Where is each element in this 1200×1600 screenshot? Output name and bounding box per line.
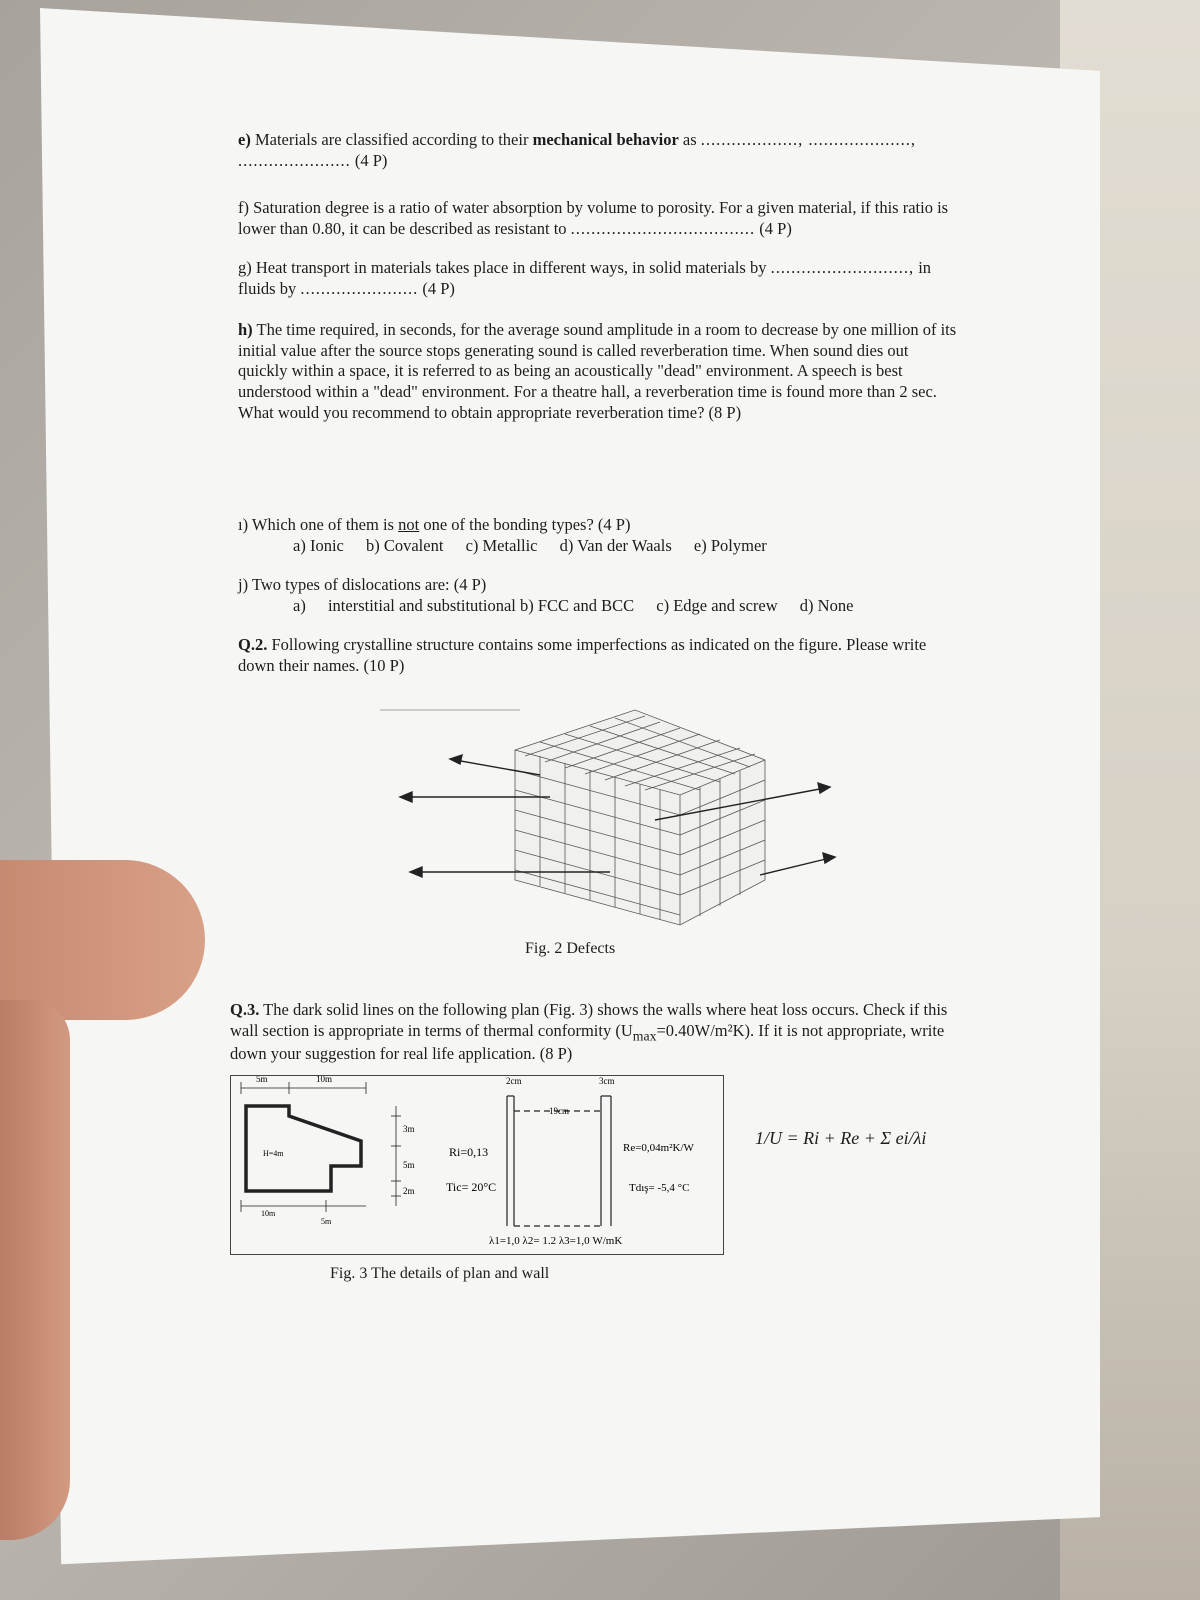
u-value-formula: 1/U = Ri + Re + Σ ei/λi	[755, 1128, 927, 1148]
question-g	[238, 258, 958, 299]
plan-wall-drawing	[231, 1076, 723, 1254]
question-text: Which one of them is	[251, 515, 394, 534]
dim-label: 5m	[321, 1217, 332, 1226]
dim-label: 10m	[261, 1209, 276, 1218]
option: e) Polymer	[693, 535, 767, 555]
question-text: The time required, in seconds, for the average sound amplitude in a room to decrease by one million of its initial value after the source stops generating sound is called reverberation time. When sound dies out quickly within a space, it is referred to as being an acoustically "dead" environment. A speech is best understood within a "dead" environment. For a theatre hall, a reverberation time is found more than 2 sec. What would you recommend to obtain appropriate reverberation time? (8 P)	[238, 320, 957, 422]
question-h	[238, 320, 958, 423]
inner-temperature: Tic= 20°C	[446, 1180, 497, 1194]
crystal-lattice-figure	[380, 690, 840, 940]
wall-thickness-label: 2cm	[506, 1076, 522, 1086]
points: (4 P)	[354, 150, 388, 170]
question-text: Heat transport in materials takes place in different ways, in solid materials by	[255, 258, 767, 277]
inner-resistance: Ri=0,13	[449, 1145, 489, 1159]
outer-temperature: Tdış= -5,4 °C	[629, 1182, 690, 1194]
points: (4 P)	[759, 218, 792, 238]
question-text: in fluids by	[238, 258, 932, 298]
answer-blank: ...........................,	[770, 258, 915, 277]
question-label: Q.2.	[238, 635, 268, 654]
question-label: h)	[238, 320, 253, 339]
thumb	[0, 860, 205, 1020]
question-text: =0.40W/m²K). If it is not appropriate, write down your suggestion for real life application. (8 P)	[230, 1020, 945, 1064]
height-label: H=4m	[263, 1149, 284, 1158]
question-text: Saturation degree is a ratio of water absorption by volume to porosity. For a given material, if this ratio is lower than 0.80, it can be described as resistant to	[238, 198, 949, 238]
plan-and-wall-figure	[230, 1075, 724, 1255]
options-list	[293, 536, 958, 557]
question-q3	[230, 1000, 950, 1065]
options-list	[293, 596, 958, 617]
floor-plan	[241, 1082, 401, 1212]
answer-blank: ....................................	[570, 218, 756, 238]
answer-blank: .......................	[300, 278, 419, 298]
figure-2-caption: Fig. 2 Defects	[525, 940, 616, 957]
question-label: g)	[238, 258, 252, 277]
option: interstitial and substitutional b) FCC and BCC	[327, 595, 635, 615]
question-bold-text: mechanical behavior	[532, 130, 679, 149]
lattice-grid	[515, 710, 765, 925]
question-text: one of the bonding types? (4 P)	[423, 515, 631, 534]
question-label: j)	[238, 575, 249, 594]
question-e	[238, 130, 958, 171]
dim-label: 10m	[316, 1076, 333, 1084]
question-text: Materials are classified according to their	[254, 130, 529, 149]
answer-blank: ......................	[238, 150, 351, 170]
option: b) Covalent	[365, 535, 444, 555]
option: a)	[293, 595, 306, 615]
option: a) Ionic	[293, 535, 344, 555]
question-label: ı)	[238, 515, 249, 534]
question-i	[238, 515, 958, 556]
option: c) Edge and screw	[656, 595, 778, 615]
question-text: The dark solid lines on the following plan (Fig. 3) shows the walls where heat loss occurs. Check if this wall section is appropriate in terms of thermal conformity (U	[230, 1000, 948, 1040]
conductivity-values: λ1=1,0 λ2= 1.2 λ3=1,0 W/mK	[489, 1235, 623, 1247]
option: d) Van der Waals	[559, 535, 672, 555]
question-j	[238, 575, 958, 616]
answer-blank: ..................., ....................,	[700, 130, 917, 149]
hand-palm	[0, 1000, 70, 1540]
option: c) Metallic	[465, 535, 538, 555]
question-text: Following crystalline structure contains some imperfections as indicated on the figure. Please write down their names. (10 P)	[238, 635, 927, 675]
dim-label: 2m	[403, 1186, 415, 1196]
question-label: e)	[238, 130, 251, 149]
question-q2	[238, 635, 958, 676]
question-text: as	[682, 130, 697, 149]
dim-label: 5m	[403, 1160, 415, 1170]
points: (4 P)	[422, 278, 455, 298]
option: d) None	[799, 595, 854, 615]
underlined-word: not	[398, 515, 420, 534]
subscript: max	[632, 1027, 657, 1043]
outer-resistance: Re=0,04m²K/W	[623, 1142, 694, 1154]
question-f	[238, 198, 958, 239]
question-label: f)	[238, 198, 249, 217]
dim-label: 3m	[403, 1124, 415, 1134]
dim-label: 5m	[256, 1076, 268, 1084]
wall-thickness-label: 3cm	[599, 1076, 615, 1086]
question-label: Q.3.	[230, 1000, 260, 1019]
figure-3-caption: Fig. 3 The details of plan and wall	[330, 1265, 550, 1282]
question-text: Two types of dislocations are: (4 P)	[251, 575, 487, 594]
wall-thickness-label: 19cm	[549, 1106, 569, 1116]
